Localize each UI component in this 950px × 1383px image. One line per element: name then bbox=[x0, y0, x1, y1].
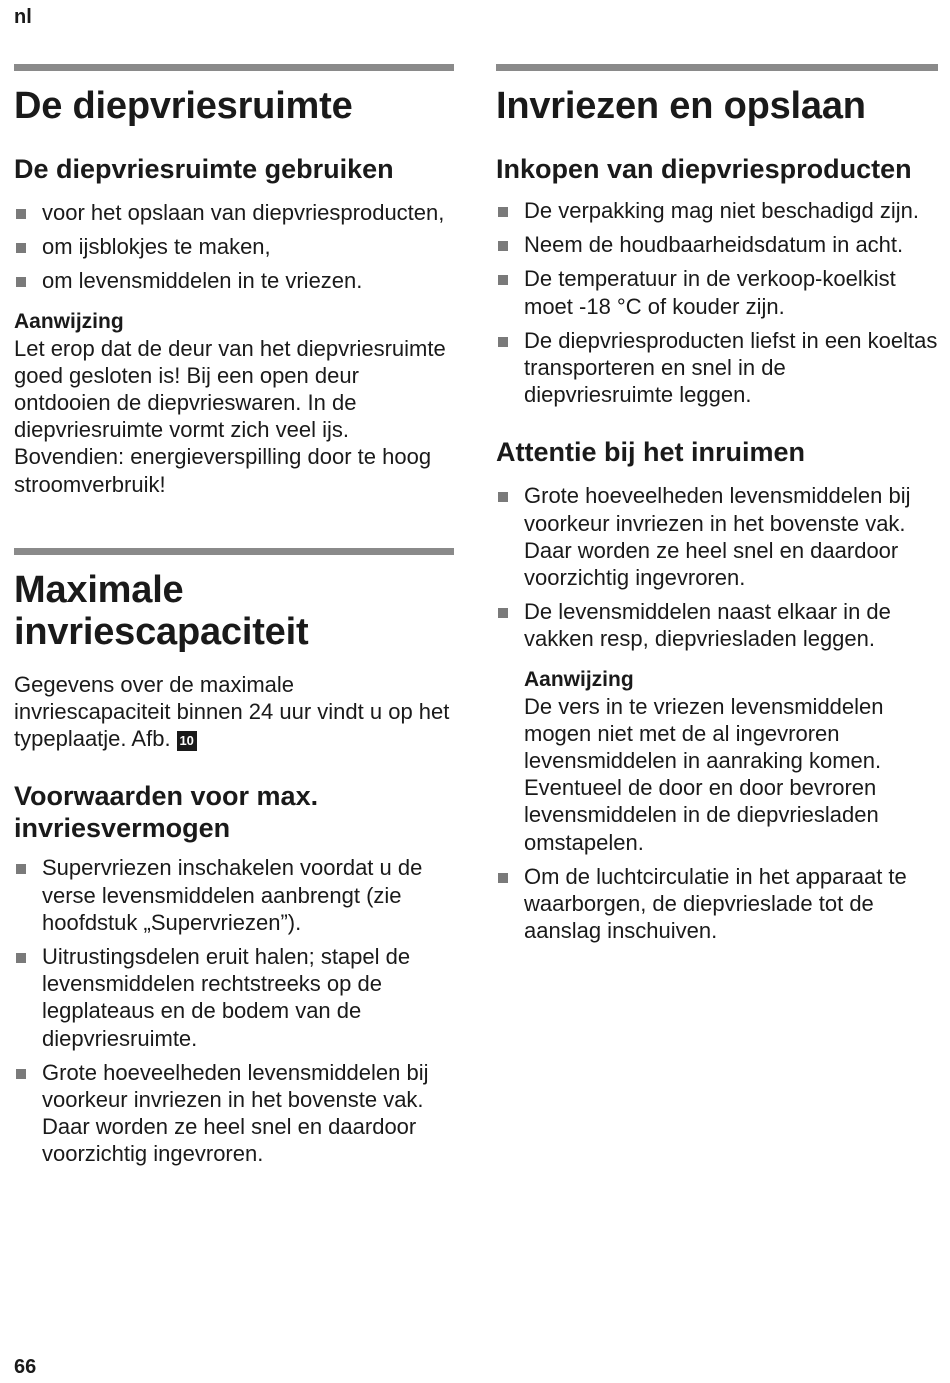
bullet-list bbox=[496, 197, 938, 408]
note-title: Aanwijzing bbox=[14, 309, 124, 333]
list-item: Supervriezen inschakelen voordat u de verse levensmiddelen aanbrengt (zie hoofdstuk „Supervriezen”). bbox=[14, 854, 454, 936]
figure-reference-badge: 10 bbox=[177, 731, 197, 751]
list-item: Grote hoeveelheden levensmiddelen bij voorkeur invriezen in het bovenste vak. Daar worden ze heel snel en daardoor voorzichtig ingevroren. bbox=[14, 1059, 454, 1168]
note-block bbox=[496, 667, 938, 856]
square-bullet-icon bbox=[498, 337, 508, 347]
bullet-list bbox=[14, 854, 454, 1167]
note-text: De vers in te vriezen levensmiddelen mogen niet met de al ingevroren levensmiddelen in aanraking komen. Eventueel de door en door bevroren levensmiddelen in de diepvriesladen omstapelen. bbox=[524, 693, 884, 855]
left-column bbox=[14, 64, 454, 1168]
square-bullet-icon bbox=[498, 608, 508, 618]
subsection-title: De diepvriesruimte gebruiken bbox=[14, 154, 394, 184]
section-title: De diepvriesruimte bbox=[14, 85, 353, 127]
list-item: Neem de houdbaarheidsdatum in acht. bbox=[496, 231, 938, 258]
section-rule bbox=[496, 64, 938, 71]
list-item: Om de luchtcirculatie in het apparaat te waarborgen, de diepvrieslade tot de aanslag inschuiven. bbox=[496, 863, 938, 945]
square-bullet-icon bbox=[16, 864, 26, 874]
square-bullet-icon bbox=[16, 277, 26, 287]
section-title: Invriezen en opslaan bbox=[496, 85, 866, 127]
page-number: 66 bbox=[14, 1356, 37, 1378]
square-bullet-icon bbox=[498, 207, 508, 217]
list-item: De verpakking mag niet beschadigd zijn. bbox=[496, 197, 938, 224]
list-item: voor het opslaan van diepvriesproducten, bbox=[14, 199, 454, 226]
right-column bbox=[496, 64, 938, 944]
subsection-title: Voorwaarden voor max. invriesvermogen bbox=[14, 781, 319, 844]
bullet-list bbox=[496, 863, 938, 945]
bullet-list bbox=[496, 482, 938, 652]
list-item: om levensmiddelen in te vriezen. bbox=[14, 267, 454, 294]
note-text: Let erop dat de deur van het diepvriesruimte goed gesloten is! Bij een open deur ontdooien de diepvrieswaren. In de diepvriesruimte vormt zich veel ijs. Bovendien: energieverspilling door te hoog stroomverbruik! bbox=[14, 335, 446, 497]
list-item: om ijsblokjes te maken, bbox=[14, 233, 454, 260]
section-rule bbox=[14, 548, 454, 555]
intro-text: Gegevens over de maximale invriescapaciteit binnen 24 uur vindt u op het typeplaatje. Afb. 10 bbox=[14, 671, 450, 752]
square-bullet-icon bbox=[16, 209, 26, 219]
section-title: Maximale invriescapaciteit bbox=[14, 568, 309, 653]
square-bullet-icon bbox=[16, 953, 26, 963]
square-bullet-icon bbox=[16, 1069, 26, 1079]
list-item: De temperatuur in de verkoop-koelkist moet -18 °C of kouder zijn. bbox=[496, 265, 938, 319]
subsection-title: Attentie bij het inruimen bbox=[496, 437, 806, 468]
square-bullet-icon bbox=[498, 492, 508, 502]
bullet-list bbox=[14, 199, 454, 295]
square-bullet-icon bbox=[16, 243, 26, 253]
list-item: Uitrustingsdelen eruit halen; stapel de levensmiddelen rechtstreeks op de legplateaus en de bodem van de diepvriesruimte. bbox=[14, 943, 454, 1052]
square-bullet-icon bbox=[498, 241, 508, 251]
subsection-title: Inkopen van diepvriesproducten bbox=[496, 154, 912, 184]
language-code: nl bbox=[14, 6, 32, 28]
list-item: Grote hoeveelheden levensmiddelen bij voorkeur invriezen in het bovenste vak. Daar worden ze heel snel en daardoor voorzichtig ingevroren. bbox=[496, 482, 938, 591]
note-title: Aanwijzing bbox=[524, 667, 634, 691]
list-item: De diepvriesproducten liefst in een koeltas transporteren en snel in de diepvriesruimte leggen. bbox=[496, 327, 938, 409]
square-bullet-icon bbox=[498, 275, 508, 285]
section-rule bbox=[14, 64, 454, 71]
list-item: De levensmiddelen naast elkaar in de vakken resp, diepvriesladen leggen. bbox=[496, 598, 938, 652]
square-bullet-icon bbox=[498, 873, 508, 883]
